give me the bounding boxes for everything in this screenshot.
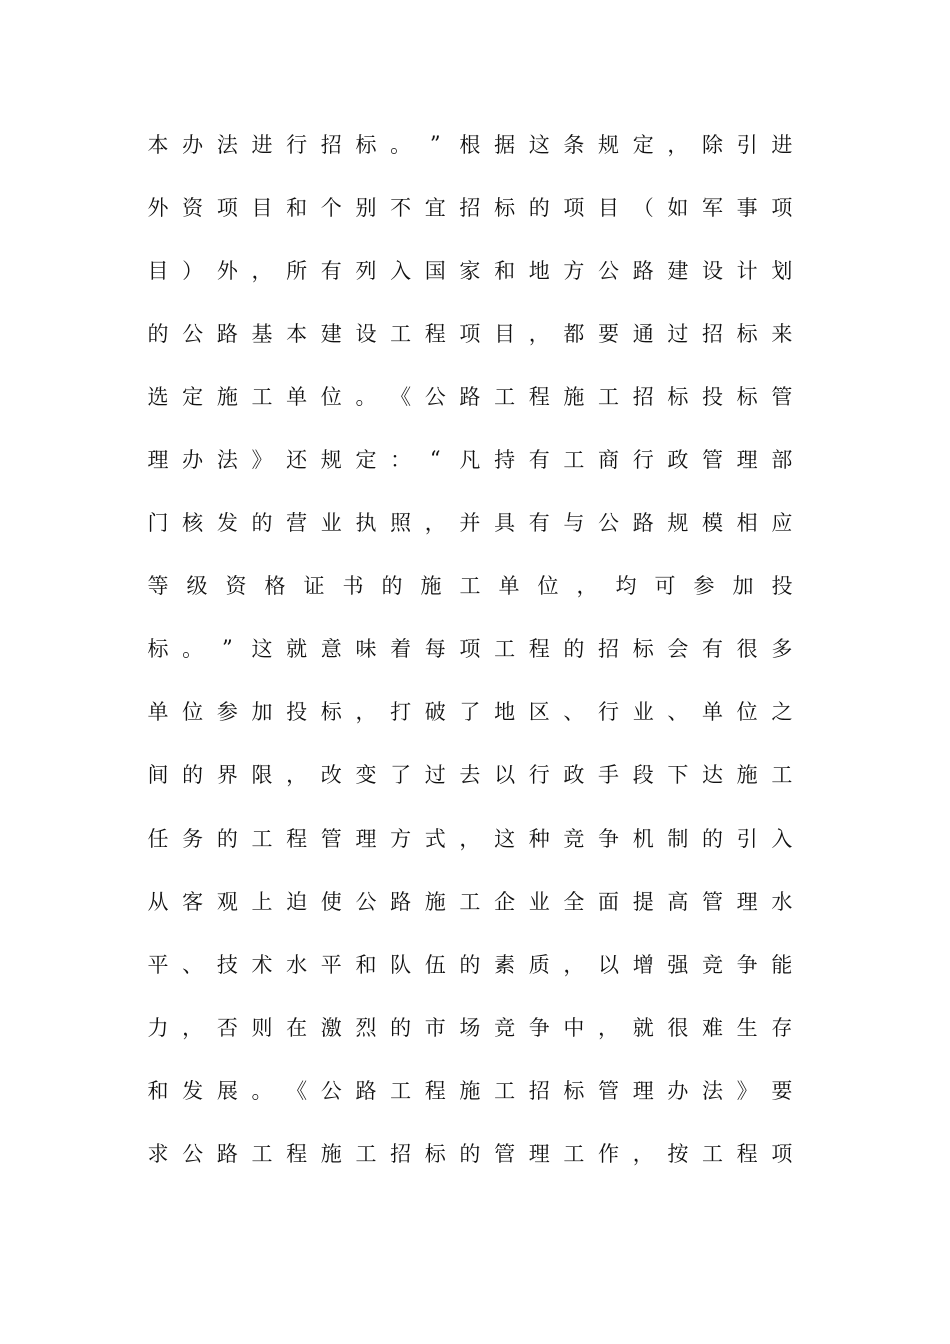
text-line: 的 公 路 基 本 建 设 工 程 项 目 ， 都 要 通 过 招 标 来 — [147, 321, 793, 346]
text-line: 标 。 ” 这 就 意 味 着 每 项 工 程 的 招 标 会 有 很 多 — [147, 636, 793, 662]
text-line: 理 办 法 》 还 规 定 ： “ 凡 持 有 工 商 行 政 管 理 部 — [147, 447, 793, 473]
text-line: 求 公 路 工 程 施 工 招 标 的 管 理 工 作 ， 按 工 程 项 — [147, 1142, 793, 1167]
text-line: 外 资 项 目 和 个 别 不 宜 招 标 的 项 目 （ 如 军 事 项 — [147, 195, 793, 220]
text-line: 门 核 发 的 营 业 执 照 ， 并 具 有 与 公 路 规 模 相 应 — [147, 511, 793, 536]
text-line: 目 ） 外 ， 所 有 列 入 国 家 和 地 方 公 路 建 设 计 划 — [147, 258, 793, 283]
text-line: 从 客 观 上 迫 使 公 路 施 工 企 业 全 面 提 高 管 理 水 — [147, 889, 793, 914]
text-line: 间 的 界 限 ， 改 变 了 过 去 以 行 政 手 段 下 达 施 工 — [147, 763, 793, 788]
text-line: 本 办 法 进 行 招 标 。 ” 根 据 这 条 规 定 ， 除 引 进 — [147, 131, 793, 157]
text-line: 任 务 的 工 程 管 理 方 式 ， 这 种 竞 争 机 制 的 引 入 — [147, 826, 793, 851]
body-text — [147, 112, 793, 1185]
text-line: 平 、 技 术 水 平 和 队 伍 的 素 质 ， 以 增 强 竞 争 能 — [147, 952, 793, 977]
text-line: 选 定 施 工 单 位 。 《 公 路 工 程 施 工 招 标 投 标 管 — [147, 384, 793, 409]
text-line: 和 发 展 。 《 公 路 工 程 施 工 招 标 管 理 办 法 》 要 — [147, 1078, 793, 1103]
text-line: 力 ， 否 则 在 激 烈 的 市 场 竞 争 中 ， 就 很 难 生 存 — [147, 1015, 793, 1040]
text-line: 单 位 参 加 投 标 ， 打 破 了 地 区 、 行 业 、 单 位 之 — [147, 700, 793, 725]
text-line: 等 级 资 格 证 书 的 施 工 单 位 ， 均 可 参 加 投 — [147, 574, 793, 599]
